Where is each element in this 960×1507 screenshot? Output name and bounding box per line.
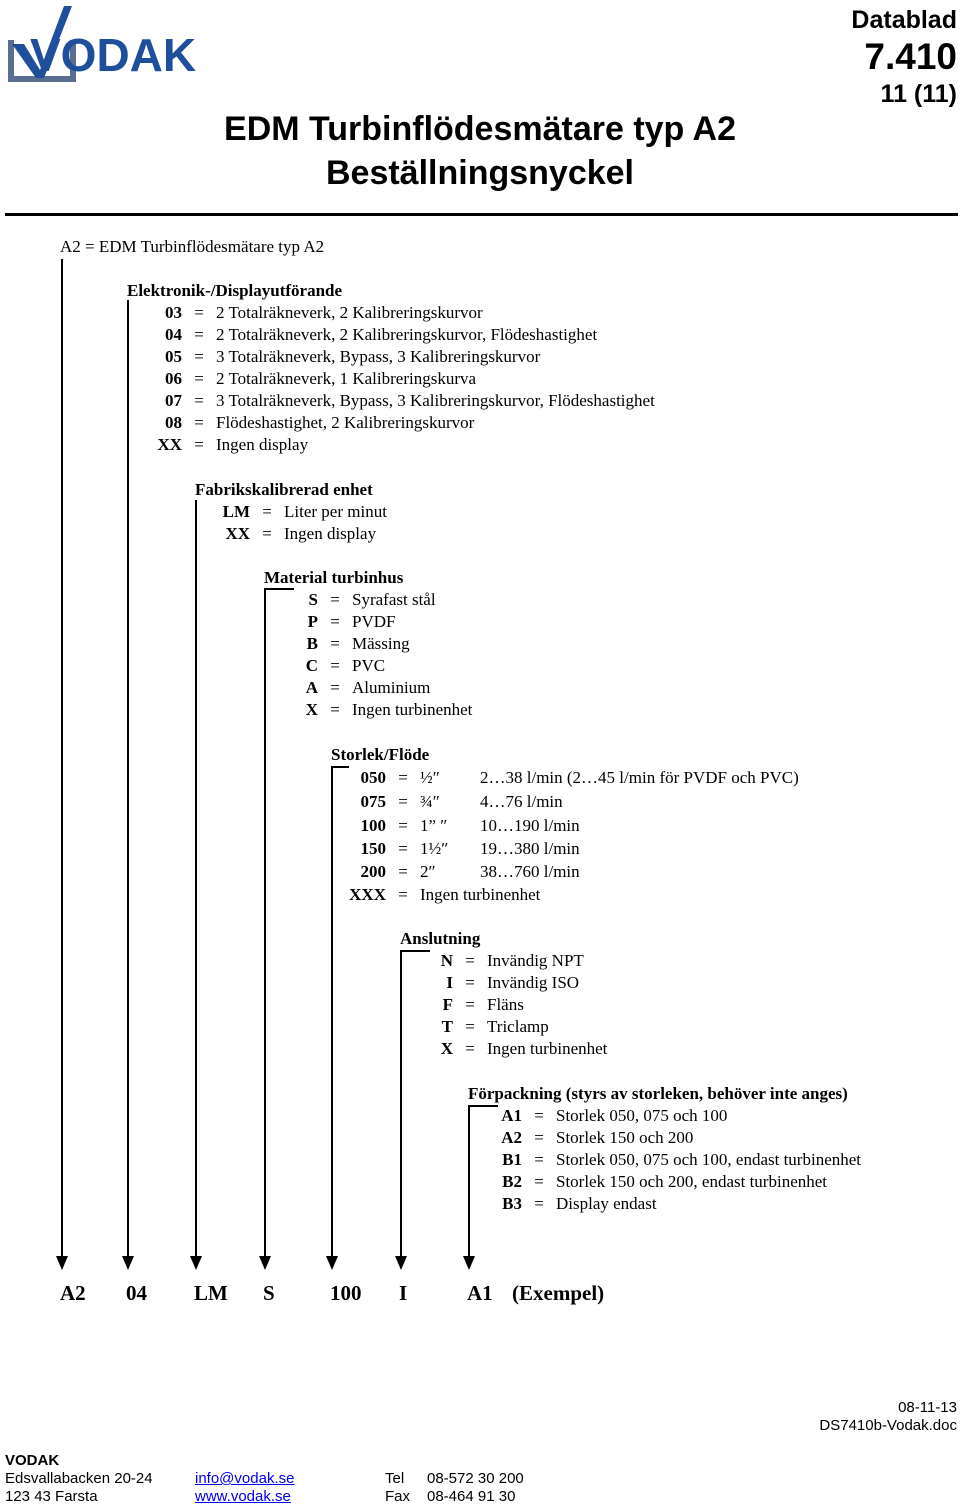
equals-sign: = — [534, 1172, 544, 1191]
option-row — [140, 368, 476, 390]
option-code: 03 — [165, 303, 182, 322]
tree-line — [264, 588, 266, 1260]
equals-sign: = — [465, 1017, 475, 1036]
option-code: B1 — [502, 1150, 522, 1169]
option-code: B3 — [502, 1194, 522, 1213]
option-code: A1 — [501, 1106, 522, 1125]
equals-sign: = — [398, 792, 408, 811]
option-code: X — [440, 1039, 453, 1058]
option-flow: 10…190 l/min — [480, 816, 580, 835]
option-code: 075 — [360, 792, 386, 811]
option-description: Ingen display — [216, 435, 309, 454]
option-description: 2 Totalräkneverk, 1 Kalibreringskurva — [216, 369, 477, 388]
tree-line — [61, 259, 63, 1260]
option-flow: 4…76 l/min — [480, 792, 563, 811]
option-code: A2 — [501, 1128, 522, 1147]
equals-sign: = — [330, 656, 340, 675]
option-row — [425, 972, 579, 994]
page-subtitle: Beställningsnyckel — [325, 154, 634, 192]
tel-number: 08-572 30 200 — [427, 1470, 524, 1487]
option-description: 1” ″ — [420, 816, 448, 835]
option-row — [340, 884, 540, 906]
option-code: 04 — [165, 325, 182, 344]
svg-text:VODAK: VODAK — [30, 29, 197, 81]
option-code: 200 — [360, 862, 386, 881]
option-description: 2″ — [420, 862, 436, 881]
option-code: P — [307, 612, 318, 631]
option-description: Fläns — [487, 995, 524, 1014]
equals-sign: = — [330, 700, 340, 719]
arrow-down-icon — [463, 1256, 475, 1270]
option-code: B2 — [502, 1172, 522, 1191]
option-row — [290, 633, 410, 655]
option-flow: 38…760 l/min — [480, 862, 580, 881]
option-row — [290, 589, 436, 611]
option-code: LM — [222, 502, 250, 521]
page-number: 11 (11) — [880, 80, 957, 108]
option-code: 050 — [360, 768, 386, 787]
option-row — [140, 412, 474, 434]
equals-sign: = — [534, 1150, 544, 1169]
option-code: C — [305, 656, 318, 675]
section-heading-size: Storlek/Flöde — [331, 745, 430, 764]
doc-type: Datablad — [851, 6, 957, 34]
option-row — [140, 390, 655, 412]
footer-date: 08-11-13 — [898, 1399, 957, 1416]
footer-address-1: Edsvallabacken 20-24 — [5, 1470, 153, 1487]
option-code: S — [308, 590, 318, 609]
equals-sign: = — [534, 1128, 544, 1147]
page-title: EDM Turbinflödesmätare typ A2 — [224, 110, 736, 148]
equals-sign: = — [398, 885, 408, 904]
tree-line — [400, 950, 402, 1260]
section-heading-calibration: Fabrikskalibrerad enhet — [195, 480, 373, 499]
equals-sign: = — [262, 524, 272, 543]
arrow-down-icon — [122, 1256, 134, 1270]
equals-sign: = — [194, 391, 204, 410]
fax-label: Fax — [385, 1488, 411, 1505]
option-row — [490, 1127, 693, 1149]
equals-sign: = — [194, 435, 204, 454]
equals-sign: = — [330, 612, 340, 631]
option-description: Invändig NPT — [487, 951, 584, 970]
option-code: T — [441, 1017, 453, 1036]
option-row — [340, 815, 580, 837]
option-row — [290, 611, 395, 633]
option-row — [290, 655, 385, 677]
arrow-down-icon — [326, 1256, 338, 1270]
option-code: 150 — [360, 839, 386, 858]
equals-sign: = — [465, 973, 475, 992]
tree-line — [468, 1105, 470, 1260]
option-row — [140, 434, 308, 456]
option-code: 06 — [165, 369, 182, 388]
equals-sign: = — [534, 1194, 544, 1213]
equals-sign: = — [194, 325, 204, 344]
section-heading-connection: Anslutning — [400, 929, 481, 948]
option-description: Ingen turbinenhet — [420, 885, 541, 904]
equals-sign: = — [262, 502, 272, 521]
example-code-packaging: A1 — [467, 1281, 493, 1305]
example-code-size: 100 — [330, 1281, 362, 1305]
option-row — [425, 994, 524, 1016]
option-description: 2 Totalräkneverk, 2 Kalibreringskurvor — [216, 303, 483, 322]
option-code: 08 — [165, 413, 182, 432]
option-row — [425, 950, 584, 972]
section-heading-material: Material turbinhus — [264, 568, 404, 587]
option-description: Ingen turbinenhet — [487, 1039, 608, 1058]
tree-line — [331, 766, 333, 1260]
equals-sign: = — [465, 1039, 475, 1058]
option-description: Syrafast stål — [352, 590, 436, 609]
option-row — [290, 677, 430, 699]
option-description: 1½″ — [420, 839, 449, 858]
footer-address-2: 123 43 Farsta — [5, 1488, 98, 1505]
equals-sign: = — [194, 303, 204, 322]
equals-sign: = — [194, 413, 204, 432]
option-row — [140, 346, 540, 368]
equals-sign: = — [330, 590, 340, 609]
option-code: XX — [225, 524, 250, 543]
option-description: 2 Totalräkneverk, 2 Kalibreringskurvor, Flödeshastighet — [216, 325, 598, 344]
equals-sign: = — [465, 951, 475, 970]
equals-sign: = — [398, 862, 408, 881]
option-description: Ingen display — [284, 524, 377, 543]
option-row — [425, 1016, 549, 1038]
option-code: I — [446, 973, 453, 992]
option-description: Storlek 050, 075 och 100 — [556, 1106, 728, 1125]
option-description: PVC — [352, 656, 386, 675]
option-description: Liter per minut — [284, 502, 387, 521]
option-code: B — [306, 634, 318, 653]
footer-filename: DS7410b-Vodak.doc — [819, 1417, 957, 1434]
option-code: XXX — [349, 885, 386, 904]
option-row — [340, 861, 580, 883]
tree-line — [195, 500, 197, 1260]
tree-line — [127, 300, 129, 1260]
option-code: XX — [157, 435, 182, 454]
equals-sign: = — [194, 369, 204, 388]
email-link[interactable]: info@vodak.se — [195, 1470, 295, 1487]
example-code-calibration: LM — [194, 1281, 228, 1305]
option-code: 100 — [360, 816, 386, 835]
option-row — [490, 1193, 657, 1215]
option-row — [340, 767, 799, 789]
example-code-material: S — [263, 1281, 275, 1305]
equals-sign: = — [194, 347, 204, 366]
option-description: Flödeshastighet, 2 Kalibreringskurvor — [216, 413, 475, 432]
option-row — [340, 838, 580, 860]
option-description: Aluminium — [352, 678, 431, 697]
option-description: 3 Totalräkneverk, Bypass, 3 Kalibreringskurvor — [216, 347, 541, 366]
option-code: N — [440, 951, 453, 970]
arrow-down-icon — [56, 1256, 68, 1270]
option-code: 05 — [165, 347, 182, 366]
option-row — [425, 1038, 607, 1060]
option-description: Storlek 050, 075 och 100, endast turbinenhet — [556, 1150, 862, 1169]
equals-sign: = — [330, 634, 340, 653]
header-rule — [5, 213, 958, 216]
option-flow: 19…380 l/min — [480, 839, 580, 858]
model-label: A2 = EDM Turbinflödesmätare typ A2 — [60, 237, 325, 256]
option-description: Invändig ISO — [487, 973, 580, 992]
arrow-down-icon — [395, 1256, 407, 1270]
equals-sign: = — [398, 816, 408, 835]
option-description: Triclamp — [487, 1017, 549, 1036]
option-description: Storlek 150 och 200 — [556, 1128, 694, 1147]
equals-sign: = — [465, 995, 475, 1014]
fax-number: 08-464 91 30 — [427, 1488, 516, 1505]
section-heading-packaging: Förpackning (styrs av storleken, behöver inte anges) — [468, 1084, 848, 1103]
equals-sign: = — [534, 1106, 544, 1125]
example-code-model: A2 — [60, 1281, 86, 1305]
footer-company: VODAK — [5, 1452, 60, 1469]
option-row — [210, 501, 387, 523]
option-description: Mässing — [352, 634, 410, 653]
option-code: 07 — [165, 391, 182, 410]
option-row — [490, 1105, 727, 1127]
option-description: ½″ — [420, 768, 440, 787]
option-row — [290, 699, 472, 721]
website-link[interactable]: www.vodak.se — [195, 1488, 291, 1505]
doc-number: 7.410 — [864, 36, 957, 77]
option-code: A — [305, 678, 318, 697]
arrow-down-icon — [259, 1256, 271, 1270]
option-description: Storlek 150 och 200, endast turbinenhet — [556, 1172, 828, 1191]
option-description: Display endast — [556, 1194, 657, 1213]
option-row — [340, 791, 563, 813]
example-label: (Exempel) — [512, 1281, 605, 1305]
option-row — [140, 302, 483, 324]
option-flow: 2…38 l/min (2…45 l/min för PVDF och PVC) — [480, 768, 799, 787]
tel-label: Tel — [385, 1470, 405, 1487]
option-description: Ingen turbinenhet — [352, 700, 473, 719]
example-code-connection: I — [399, 1281, 408, 1305]
option-code: F — [442, 995, 453, 1014]
section-heading-electronics: Elektronik-/Displayutförande — [127, 281, 343, 300]
option-description: ¾″ — [420, 792, 440, 811]
equals-sign: = — [398, 839, 408, 858]
option-code: X — [305, 700, 318, 719]
option-row — [140, 324, 597, 346]
equals-sign: = — [330, 678, 340, 697]
option-row — [490, 1171, 827, 1193]
option-row — [210, 523, 376, 545]
vodak-logo — [6, 4, 242, 82]
arrow-down-icon — [190, 1256, 202, 1270]
example-code-electronics: 04 — [126, 1281, 147, 1305]
option-description: PVDF — [352, 612, 396, 631]
option-row — [490, 1149, 861, 1171]
option-description: 3 Totalräkneverk, Bypass, 3 Kalibreringskurvor, Flödeshastighet — [216, 391, 655, 410]
equals-sign: = — [398, 768, 408, 787]
